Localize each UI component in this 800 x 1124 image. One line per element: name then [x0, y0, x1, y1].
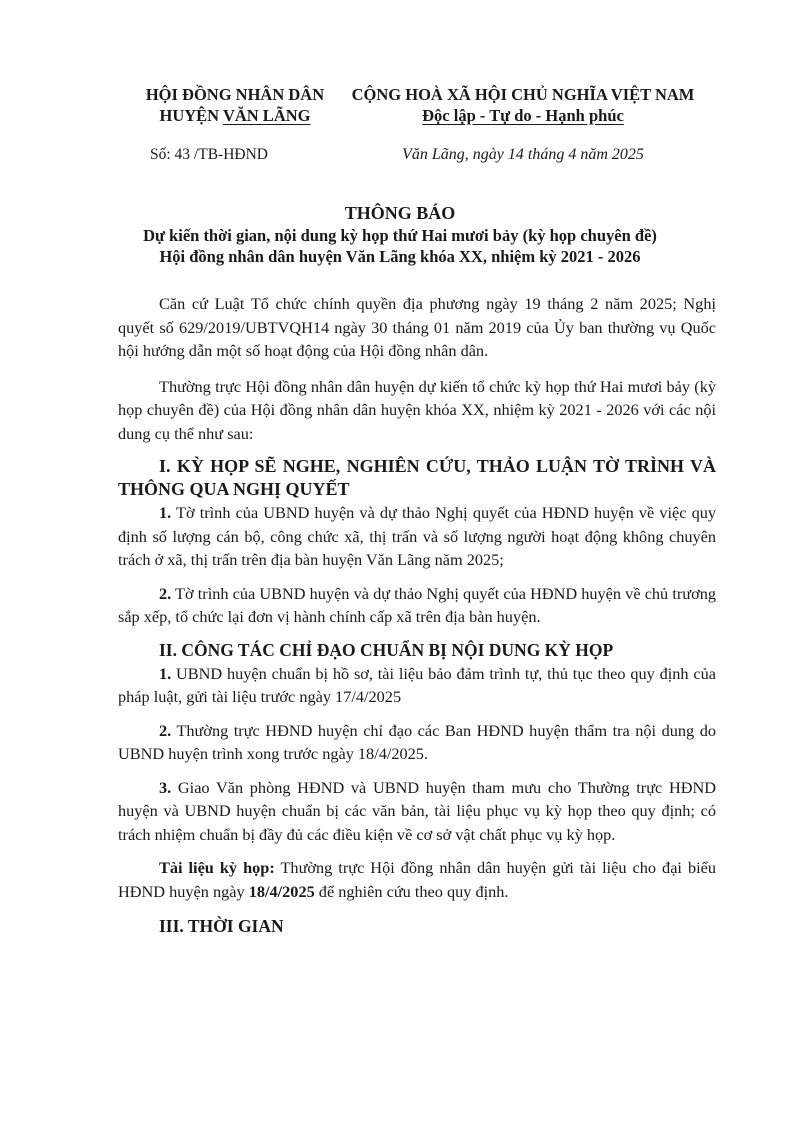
section-3-heading: III. THỜI GIAN	[159, 916, 284, 936]
document-title: THÔNG BÁO	[344, 203, 456, 223]
meeting-documents-text: Thường trực Hội đồng nhân dân huyện gửi tài liệu cho đại biểu HĐND huyện ngày	[118, 858, 716, 901]
document-number: Số: 43 /TB-HĐND	[150, 146, 268, 163]
council-name: HỘI ĐỒNG NHÂN DÂN	[145, 85, 325, 104]
section-1-item-1	[118, 501, 716, 572]
document-date: Văn Lãng, ngày 14 tháng 4 năm 2025	[402, 146, 644, 163]
item-number: 1.	[159, 503, 172, 522]
section-2-item-3	[118, 776, 716, 847]
republic-name: CỘNG HOÀ XÃ HỘI CHỦ NGHĨA VIỆT NAM	[351, 85, 695, 104]
item-number: 1.	[159, 663, 172, 683]
section-2-item-1	[118, 662, 716, 709]
item-text: Giao Văn phòng HĐND và UBND huyện tham mưu cho Thường trực HĐND huyện và UBND huyện chuẩn bị các văn bản, tài liệu phục vụ kỳ họp theo quy định; có trách nhiệm chuẩn bị đầy đủ các điều kiện về cơ sở vật chất phục vụ kỳ họp.	[118, 777, 716, 844]
district-prefix: HUYỆN	[159, 106, 223, 125]
item-number: 2.	[159, 583, 172, 603]
issuing-authority	[120, 84, 350, 126]
intro-paragraph-legal-basis: Căn cứ Luật Tổ chức chính quyền địa phương ngày 19 tháng 2 năm 2025; Nghị quyết số 629/2019/UBTVQH14 ngày 30 tháng 01 năm 2019 của Ủy ban thường vụ Quốc hội hướng dẫn một số hoạt động của Hội đồng nhân dân.	[118, 294, 716, 360]
meeting-documents-note	[118, 856, 716, 903]
item-number: 3.	[159, 777, 172, 797]
meeting-documents-text-end: để nghiên cứu theo quy định.	[314, 881, 509, 901]
item-number: 2.	[159, 720, 172, 740]
item-text: UBND huyện chuẩn bị hồ sơ, tài liệu bảo đảm trình tự, thủ tục theo quy định của pháp luật, gửi tài liệu trước ngày 17/4/2025	[118, 663, 716, 706]
item-text: Tờ trình của UBND huyện và dự thảo Nghị quyết của HĐND huyện về chủ trương sắp xếp, tổ chức lại đơn vị hành chính cấp xã trên địa bàn huyện.	[118, 583, 716, 626]
national-header	[332, 84, 714, 126]
district-name-text: VĂN LÃNG	[222, 106, 311, 125]
document-body	[118, 292, 716, 938]
national-motto: Độc lập - Tự do - Hạnh phúc	[422, 106, 624, 125]
document-title-block	[95, 201, 705, 267]
item-text: Thường trực HĐND huyện chỉ đạo các Ban HĐND huyện thẩm tra nội dung do UBND huyện trình xong trước ngày 18/4/2025.	[118, 720, 716, 763]
meeting-documents-date: 18/4/2025	[248, 881, 315, 901]
section-1-heading: I. KỲ HỌP SẼ NGHE, NGHIÊN CỨU, THẢO LUẬN TỜ TRÌNH VÀ THÔNG QUA NGHỊ QUYẾT	[118, 456, 716, 499]
document-subtitle-line2: Hội đồng nhân dân huyện Văn Lãng khóa XX, nhiệm kỳ 2021 - 2026	[159, 247, 641, 266]
section-1-item-2	[118, 582, 716, 629]
intro-paragraph-plan: Thường trực Hội đồng nhân dân huyện dự kiến tổ chức kỳ họp thứ Hai mươi bảy (kỳ họp chuyên đề) của Hội đồng nhân dân huyện khóa XX, nhiệm kỳ 2021 - 2026 với các nội dung cụ thể như sau:	[118, 376, 716, 443]
item-text: Tờ trình của UBND huyện và dự thảo Nghị quyết của HĐND huyện về việc quy định số lượng cán bộ, công chức xã, thị trấn và số lượng người hoạt động không chuyên trách ở xã, thị trấn trên địa bàn huyện Văn Lãng năm 2025;	[118, 503, 716, 569]
section-2-heading: II. CÔNG TÁC CHỈ ĐẠO CHUẨN BỊ NỘI DUNG KỲ HỌP	[159, 639, 614, 660]
section-2-item-2	[118, 719, 716, 766]
document-subtitle-line1: Dự kiến thời gian, nội dung kỳ họp thứ Hai mươi bảy (kỳ họp chuyên đề)	[143, 226, 657, 245]
district-name	[120, 105, 350, 126]
meeting-documents-label: Tài liệu kỳ họp:	[159, 858, 275, 877]
